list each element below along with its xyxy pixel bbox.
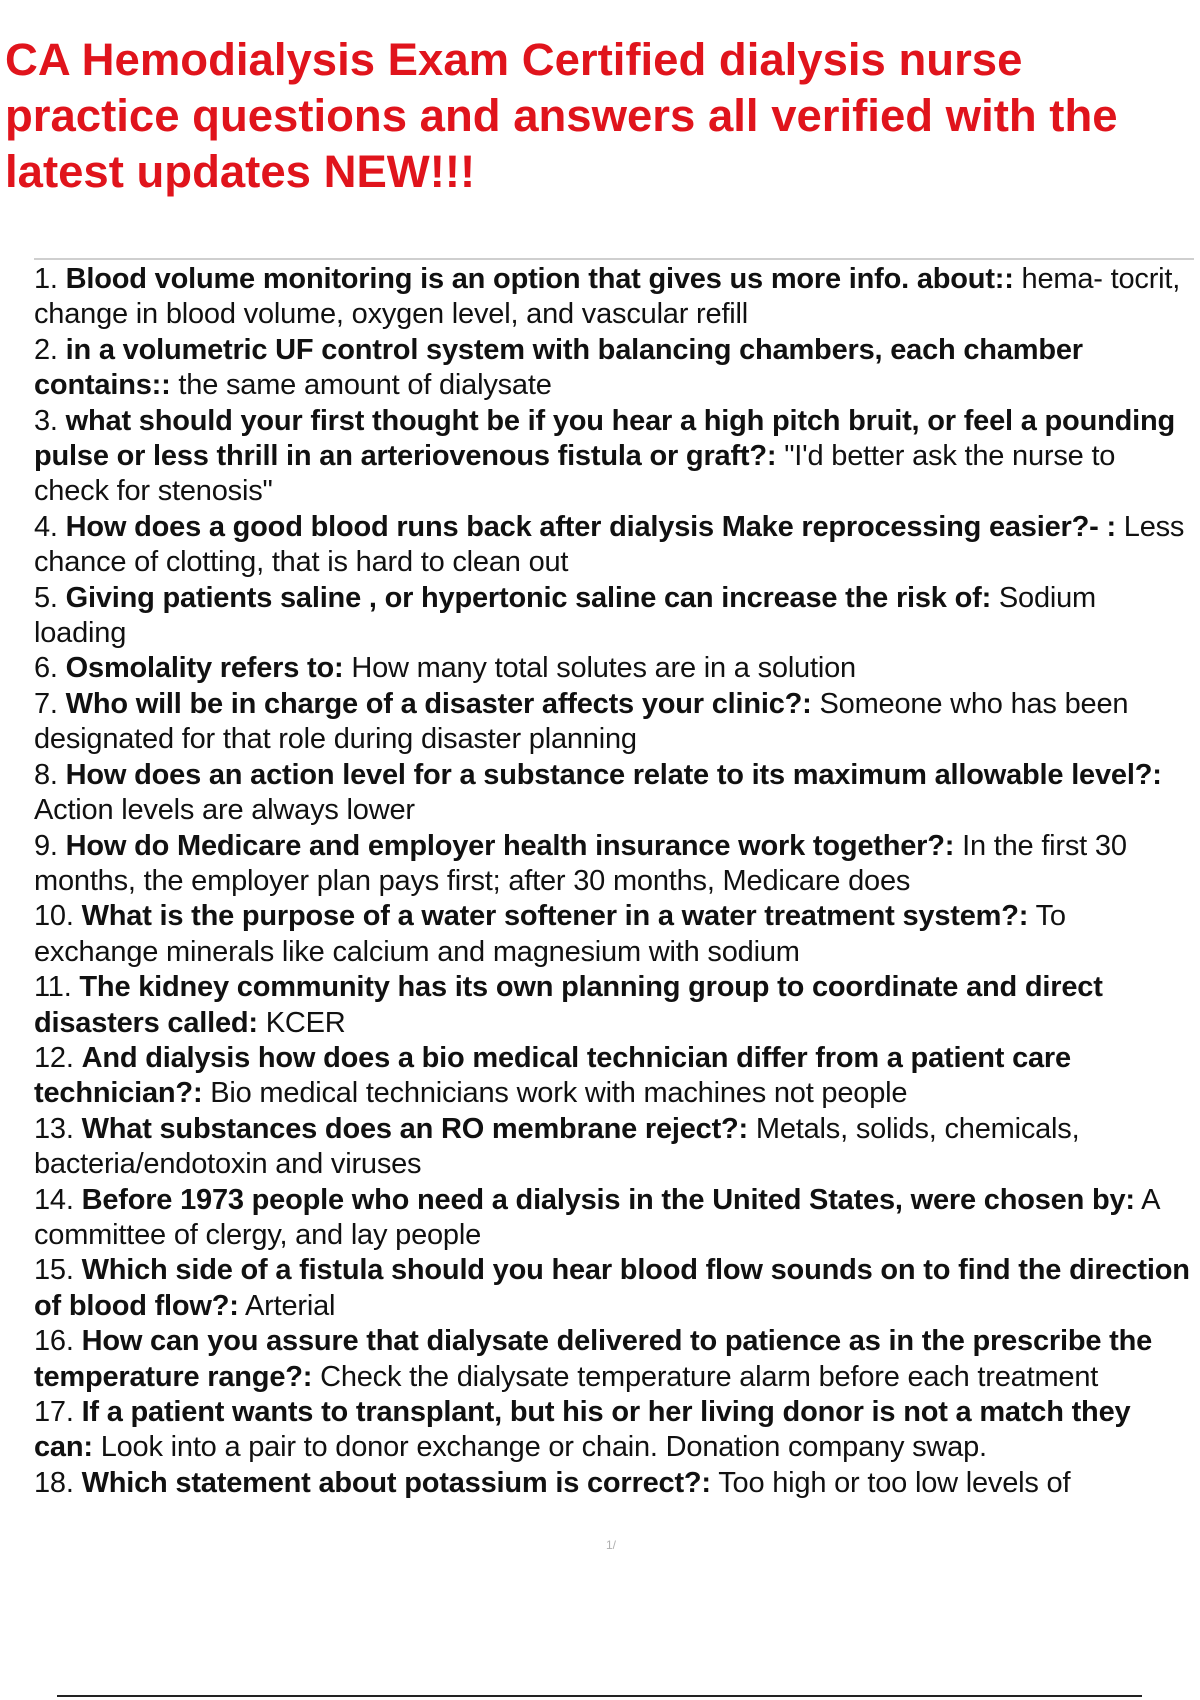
qa-question: Who will be in charge of a disaster affects your clinic?: [65,687,812,720]
qa-answer: A committee of clergy, and lay people [34,1183,1159,1251]
qa-question: How do Medicare and employer health insurance work together?: [65,829,955,862]
qa-question: Before 1973 people who need a dialysis in the United States, were chosen by: [81,1183,1135,1216]
qa-answer: Sodium loading [34,581,1097,650]
qa-question: If a patient wants to transplant, but his or her living donor is not a match they can: [34,1396,1131,1464]
qa-number: 18. [34,1466,74,1499]
qa-number: 2. [34,333,58,366]
qa-answer: How many total solutes are in a solution [351,652,856,685]
qa-question: Giving patients saline , or hypertonic saline can increase the risk of: [65,581,992,614]
qa-item [34,262,1194,333]
qa-item [34,651,1194,686]
qa-number: 14. [34,1183,74,1216]
qa-answer: Someone who has been designated for that role during disaster planning [34,687,1129,756]
qa-number: 17. [34,1396,74,1428]
qa-answer: In the first 30 months, the employer plan pays first; after 30 months, Medicare does [34,829,1127,897]
qa-answer: Less chance of clotting, that is hard to clean out [34,510,1185,579]
qa-list [34,262,1194,1501]
qa-item [34,1112,1194,1183]
qa-number: 10. [34,900,74,933]
qa-number: 15. [34,1254,74,1287]
qa-answer: Look into a pair to donor exchange or chain. Donation company swap. [100,1431,987,1464]
qa-item [34,581,1194,652]
qa-item [34,899,1194,970]
qa-question: How does an action level for a substance relate to its maximum allowable level?: [65,758,1162,791]
qa-question: What is the purpose of a water softener in a water treatment system?: [81,900,1029,933]
qa-answer: Action levels are always lower [34,794,415,827]
qa-item [34,687,1194,758]
qa-question: Blood volume monitoring is an option that gives us more info. about:: [65,263,1014,295]
qa-number: 5. [34,581,58,614]
qa-item [34,1324,1194,1395]
qa-item [34,404,1194,510]
qa-answer: KCER [265,1006,346,1039]
qa-number: 1. [34,263,58,295]
qa-number: 11. [34,971,72,1004]
qa-number: 13. [34,1112,74,1145]
footer-rule [57,1695,1142,1697]
qa-item [34,1041,1194,1112]
qa-item [34,333,1194,404]
qa-number: 9. [34,829,58,862]
qa-item [34,510,1194,581]
qa-answer: hema- tocrit, change in blood volume, oxygen level, and vascular refill [34,263,1181,331]
qa-number: 16. [34,1325,74,1358]
qa-answer: Arterial [245,1289,336,1322]
qa-question: The kidney community has its own planning group to coordinate and direct disasters called: [34,971,1103,1039]
qa-number: 7. [34,687,58,720]
qa-question: Osmolality refers to: [65,652,344,685]
qa-number: 3. [34,404,58,437]
qa-question: How does a good blood runs back after dialysis Make reprocessing easier?- : [65,510,1116,543]
qa-answer: Check the dialysate temperature alarm before each treatment [320,1360,1099,1393]
qa-number: 12. [34,1041,74,1074]
qa-question: Which side of a fistula should you hear blood flow sounds on to find the direction of blood flow?: [34,1254,1190,1322]
qa-item [34,1183,1194,1254]
qa-item [34,1253,1194,1324]
qa-item [34,1395,1194,1466]
title-divider [34,258,1194,260]
document-title: CA Hemodialysis Exam Certified dialysis nurse practice questions and answers all verified with the latest updates NEW!!! [5,34,1118,197]
qa-question: How can you assure that dialysate delivered to patience as in the prescribe the temperature range?: [34,1325,1153,1393]
qa-answer: the same amount of dialysate [178,369,552,402]
qa-item [34,970,1194,1041]
qa-answer: To exchange minerals like calcium and magnesium with sodium [34,900,1066,968]
qa-item [34,758,1194,829]
qa-answer: "I'd better ask the nurse to check for stenosis" [34,440,1116,508]
qa-answer: Bio medical technicians work with machines not people [210,1077,908,1110]
qa-answer: Metals, solids, chemicals, bacteria/endotoxin and viruses [34,1112,1080,1181]
qa-question: Which statement about potassium is correct?: [81,1466,711,1499]
qa-number: 6. [34,652,58,685]
qa-question: what should your first thought be if you hear a high pitch bruit, or feel a pounding pulse or less thrill in an arteriovenous fistula or graft?: [34,404,1175,473]
qa-question: And dialysis how does a bio medical technician differ from a patient care technician?: [34,1041,1071,1110]
page-number: 1/ [606,1538,617,1552]
qa-number: 8. [34,758,58,791]
qa-item [34,829,1194,900]
qa-question: in a volumetric UF control system with balancing chambers, each chamber contains:: [34,333,1083,402]
qa-answer: Too high or too low levels of [718,1466,1071,1499]
qa-question: What substances does an RO membrane reject?: [81,1112,749,1145]
qa-number: 4. [34,510,58,543]
qa-item [34,1466,1194,1501]
